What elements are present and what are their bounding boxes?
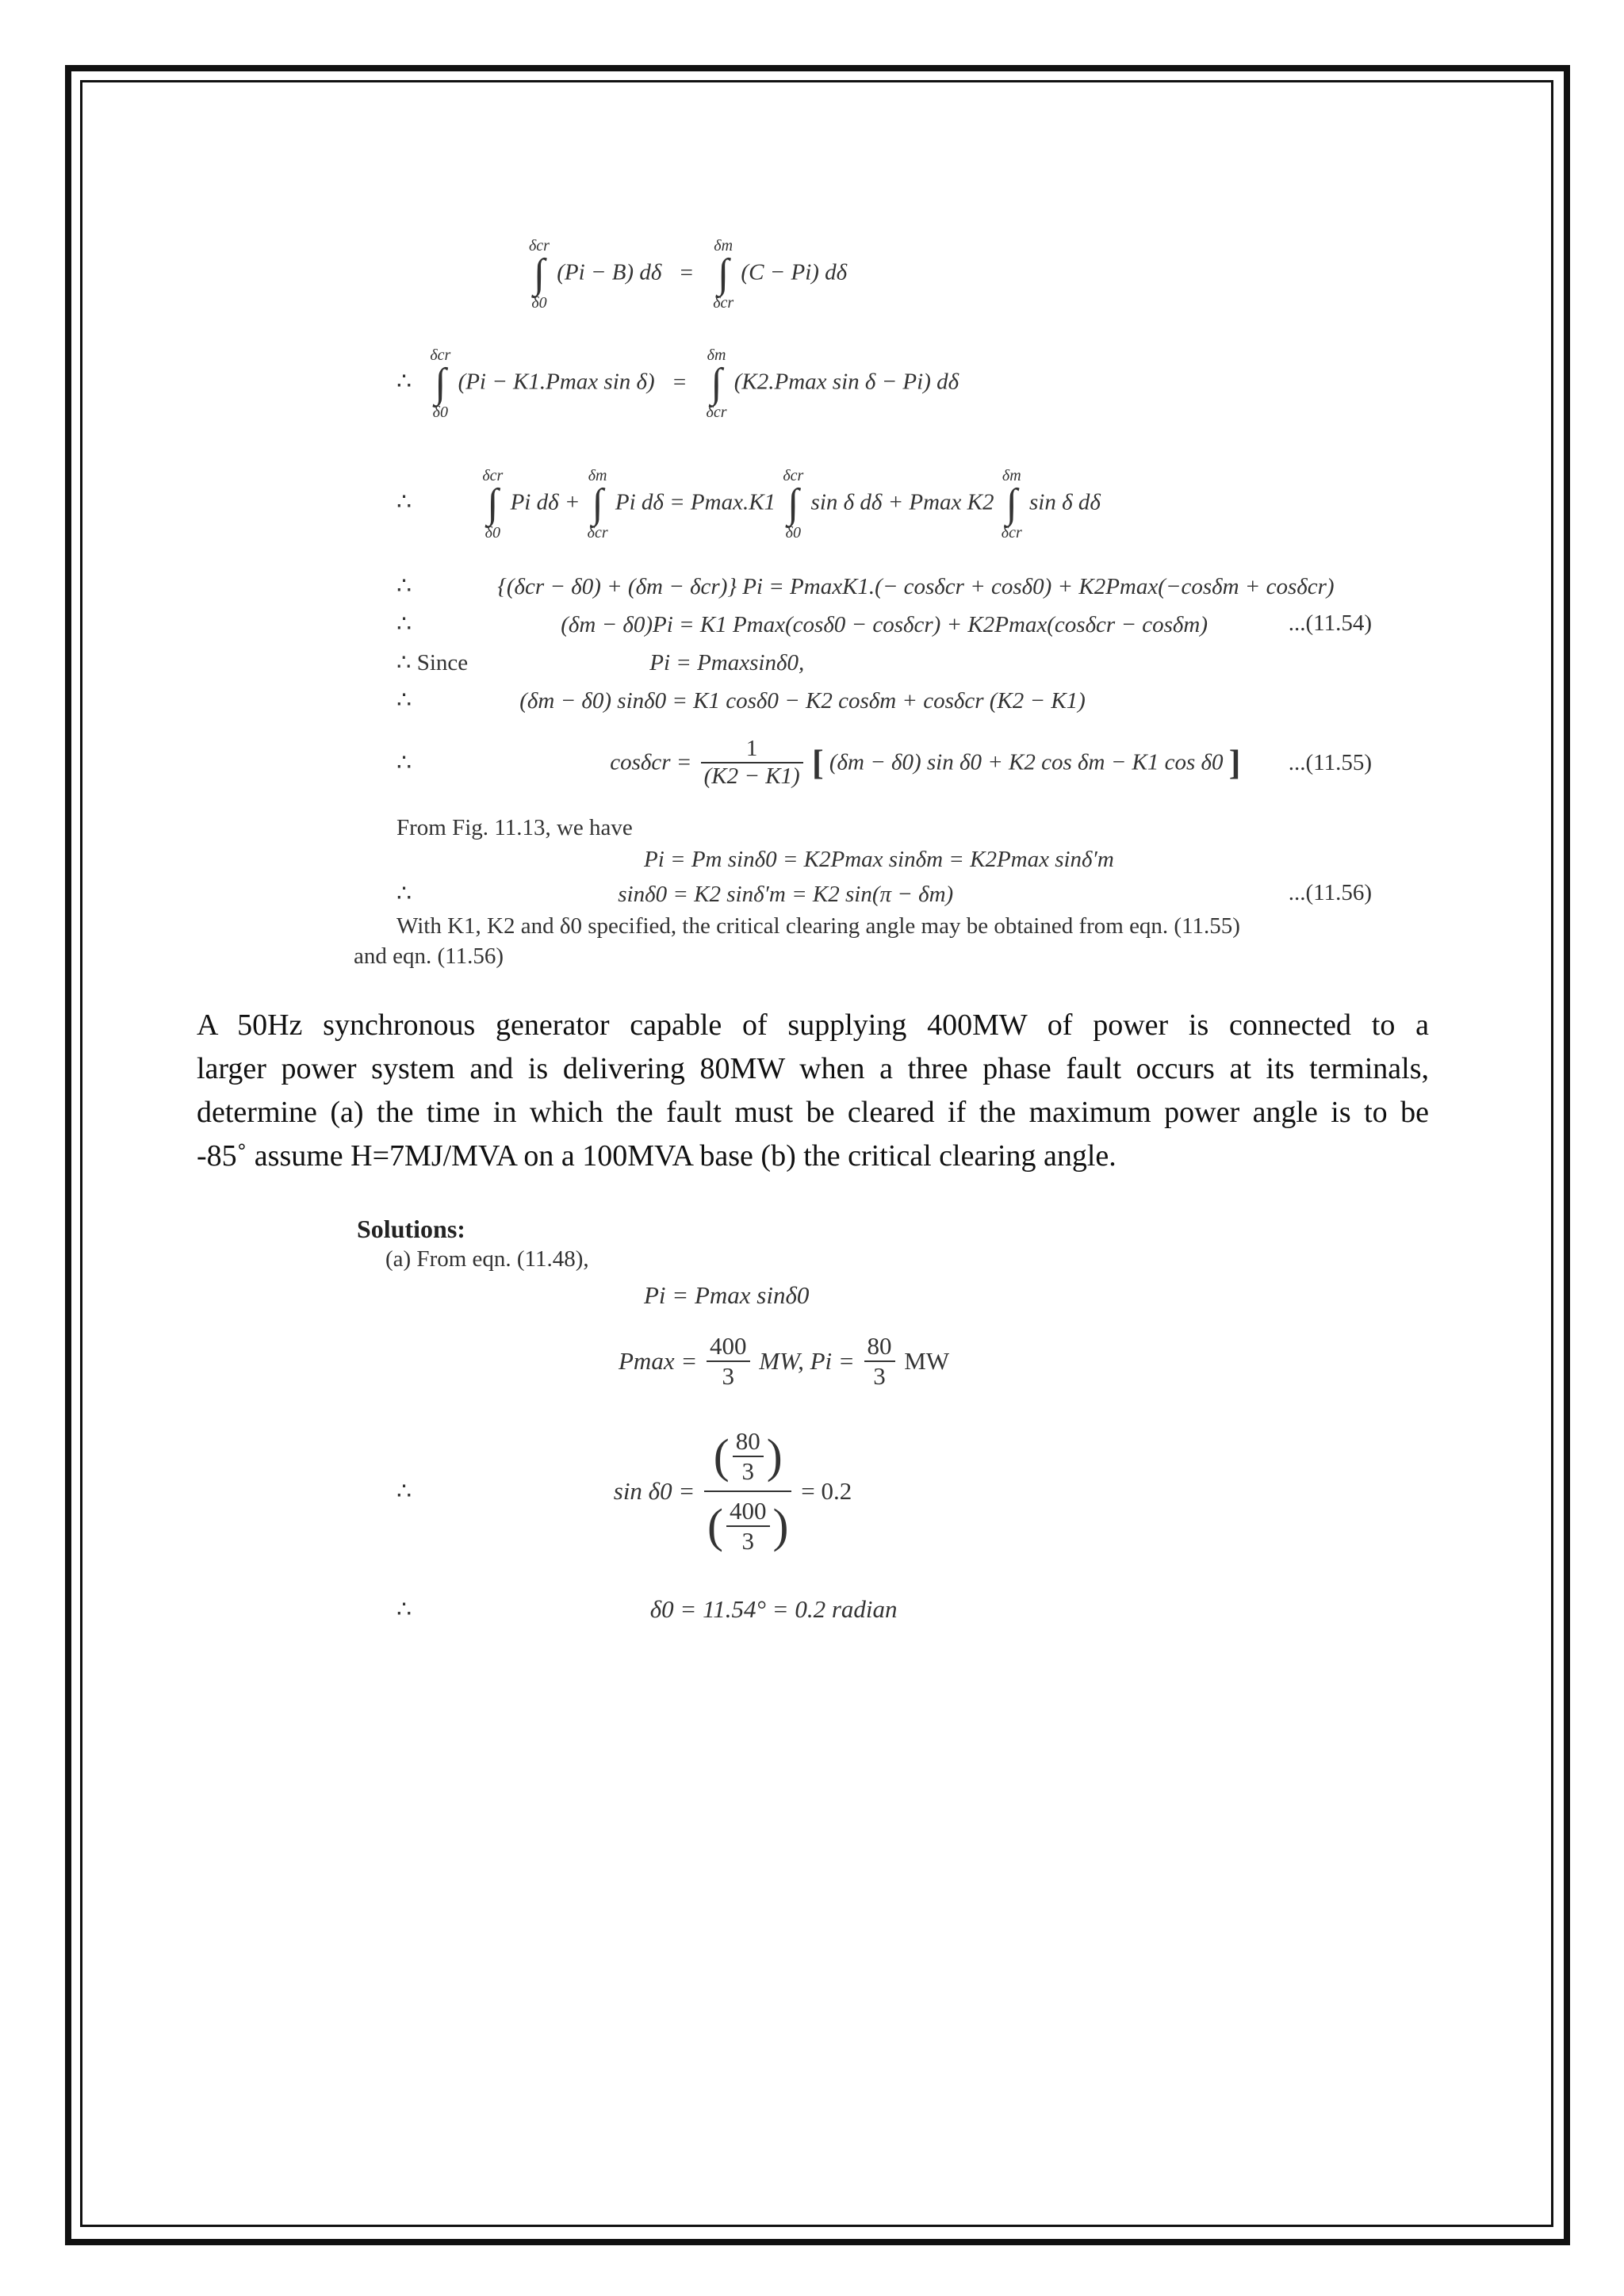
solution-eq-pmax [619, 1332, 949, 1391]
equation-number: ...(11.54) [1288, 610, 1372, 636]
therefore-symbol: ∴ [396, 881, 412, 907]
integral-upper-limit: δm [714, 237, 733, 254]
fraction [707, 1332, 750, 1391]
compound-fraction [704, 1427, 791, 1556]
therefore-symbol: ∴ [396, 1597, 412, 1623]
fraction [701, 736, 803, 790]
integral-sign: δcr ∫ δ0 [783, 467, 804, 541]
equation-number: ...(11.55) [1288, 750, 1372, 775]
equation-text: Pi = Pmaxsinδ0, [649, 650, 805, 675]
integrand: Pi dδ = Pmax.K1 [615, 489, 776, 515]
integral-sign: δcr ∫ δ0 [482, 467, 504, 541]
integral-lower-limit: δcr [1001, 524, 1022, 541]
equation-text: {(δcr − δ0) + (δm − δcr)} Pi = PmaxK1.(− cosδcr + cosδ0) + K2Pmax(−cosδm + cosδcr) [497, 574, 1335, 599]
integrand: Pi dδ + [510, 489, 580, 515]
therefore-symbol: ∴ [396, 611, 412, 637]
solution-part-a: (a) From eqn. (11.48), [385, 1246, 589, 1272]
fraction [864, 1332, 895, 1391]
fraction [726, 1497, 770, 1556]
with-text-line-2: and eqn. (11.56) [354, 943, 504, 969]
integrand: (Pi − K1.Pmax sin δ) [458, 369, 655, 395]
integrand: sin δ dδ [1029, 489, 1101, 515]
equation-text: (δm − δ0)Pi = K1 Pmax(cosδ0 − cosδcr) + K2Pmax(cosδcr − cosδm) [561, 612, 1208, 637]
integral-upper-limit: δcr [783, 467, 804, 484]
equation-line-11-55: ∴ cosδcr = $\frac{1}{(K2 - K1)}$ [ (δm − δ0) sin δ0 + K2 cos δm − K1 cos δ0 ] ...(11.55) [396, 736, 1372, 789]
integrand: (C − Pi) dδ [741, 259, 848, 285]
solution-heading: Solutions: [357, 1215, 465, 1243]
integral-upper-limit: δcr [529, 237, 550, 254]
pmax-label: Pmax = [619, 1347, 698, 1375]
integral-lower-limit: δ0 [432, 404, 448, 421]
numerator: 80 [864, 1332, 895, 1362]
denominator: 3 [741, 1457, 754, 1485]
equation-integral-substituted [396, 347, 959, 420]
integral-lower-limit: δcr [587, 524, 608, 541]
equation-text: sinδ0 = K2 sinδ′m = K2 sin(π − δm) [618, 882, 954, 907]
equals-sign: = [672, 369, 687, 395]
integral-sign: δm ∫ δcr [1001, 467, 1022, 541]
problem-line: determine (a) the time in which the fault must be cleared if the maximum power angle is to be [197, 1096, 1429, 1129]
compound-denominator: ( $\frac{400}{3}$ ) [707, 1497, 789, 1555]
therefore-symbol: ∴ [396, 488, 412, 515]
therefore-symbol: ∴ [396, 749, 412, 776]
equation-text: (δm − δ0) sinδ0 = K1 cosδ0 − K2 cosδm + cosδcr (K2 − K1) [519, 688, 1086, 714]
therefore-symbol: ∴ [396, 687, 412, 714]
pi-label: MW, Pi = [759, 1347, 855, 1375]
fraction [733, 1427, 764, 1486]
integral-sign: δcr ∫ δ0 [529, 237, 550, 312]
integral-lower-limit: δcr [706, 404, 727, 421]
integral-upper-limit: δm [588, 467, 607, 484]
equation-line-11-56 [396, 880, 1372, 908]
solution-eq-pi [644, 1281, 809, 1310]
integral-lower-limit: δ0 [485, 524, 500, 541]
equation-number: ...(11.56) [1288, 880, 1372, 905]
integral-lower-limit: δ0 [531, 294, 547, 312]
integral-upper-limit: δm [707, 346, 726, 364]
equation-line-9 [644, 847, 1114, 873]
result-value: = 0.2 [801, 1477, 852, 1505]
integral-sign: δm ∫ δcr [713, 237, 734, 312]
integrand: (Pi − B) dδ [557, 259, 662, 285]
denominator: 3 [722, 1362, 735, 1390]
equation-line-7 [396, 687, 1086, 714]
numerator: 400 [726, 1497, 770, 1527]
compound-numerator: ( $\frac{80}{3}$ ) [704, 1427, 791, 1492]
integral-upper-limit: δm [1002, 467, 1021, 484]
solution-eq-sin-delta [396, 1427, 852, 1556]
equation-text: Pi = Pm sinδ0 = K2Pmax sinδm = K2Pmax sinδ′m [644, 847, 1114, 872]
equation-text: Pi = Pmax sinδ0 [644, 1281, 810, 1309]
denominator: 3 [741, 1527, 754, 1555]
equals-sign: = [680, 259, 693, 285]
integral-upper-limit: δcr [482, 467, 504, 484]
cos-delta-cr: cosδcr = [610, 749, 692, 775]
solution-eq-delta0 [396, 1595, 898, 1624]
therefore-symbol: ∴ [396, 368, 412, 395]
equation-line-11-54 [396, 610, 1372, 638]
integrand: (K2.Pmax sin δ − Pi) dδ [733, 369, 959, 395]
integral-upper-limit: δcr [430, 346, 451, 364]
denominator: 3 [873, 1362, 886, 1390]
numerator: 1 [701, 736, 803, 763]
numerator: 80 [733, 1427, 764, 1457]
problem-line: A 50Hz synchronous generator capable of supplying 400MW of power is connected to a [197, 1008, 1429, 1042]
therefore-symbol: ∴ [396, 573, 412, 599]
problem-statement [197, 1004, 1429, 1178]
equation-text: δ0 = 11.54° = 0.2 radian [649, 1595, 898, 1623]
equation-line-since [396, 649, 804, 676]
integral-sign: δm ∫ δcr [587, 467, 608, 541]
problem-line: -85˚ assume H=7MJ/MVA on a 100MVA base (b) the critical clearing angle. [197, 1139, 1116, 1173]
bracket-expression: (δm − δ0) sin δ0 + K2 cos δm − K1 cos δ0 [829, 749, 1224, 775]
with-text-line-1: With K1, K2 and δ0 specified, the critical clearing angle may be obtained from eqn. (11.55) [396, 913, 1240, 939]
equation-line-4 [396, 572, 1335, 600]
problem-line: larger power system and is delivering 80MW when a three phase fault occurs at its terminals, [197, 1052, 1429, 1085]
unit-label: MW [904, 1347, 950, 1375]
integral-lower-limit: δcr [713, 294, 734, 312]
since-label: ∴ Since [396, 650, 469, 675]
integrand: sin δ dδ + Pmax K2 [810, 489, 994, 515]
denominator: (K2 − K1) [703, 763, 800, 789]
sin-delta-label: sin δ0 = [613, 1477, 695, 1505]
integral-sign: δcr ∫ δ0 [430, 346, 451, 421]
equation-integral-balance [527, 238, 847, 311]
from-fig-text: From Fig. 11.13, we have [396, 815, 633, 840]
numerator: 400 [707, 1332, 750, 1362]
integral-sign: δm ∫ δcr [706, 346, 727, 421]
integral-lower-limit: δ0 [785, 524, 801, 541]
equation-four-integrals [396, 468, 1101, 541]
therefore-symbol: ∴ [396, 1478, 412, 1505]
